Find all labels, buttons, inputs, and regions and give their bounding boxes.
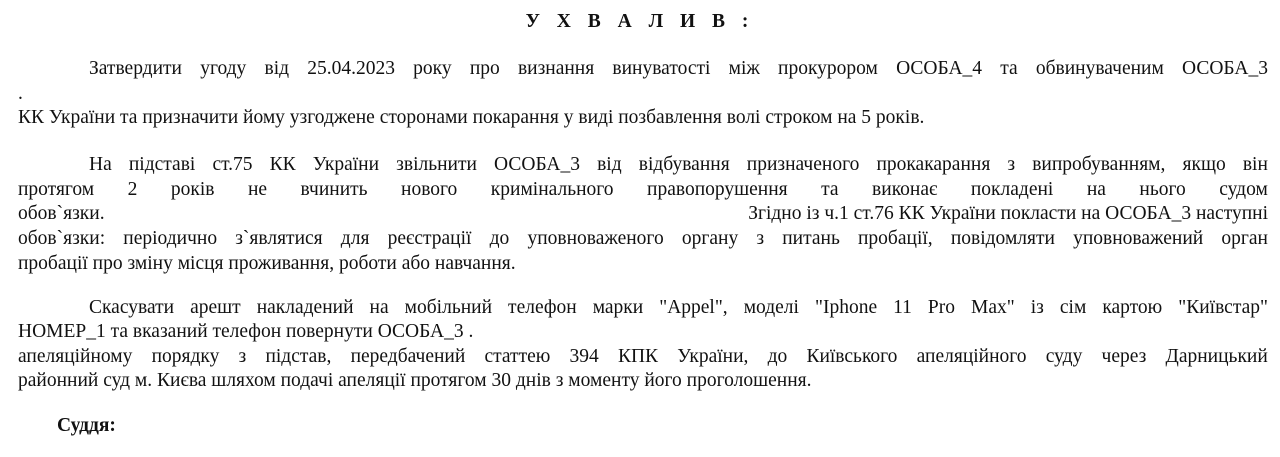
word: відбування	[638, 154, 730, 175]
word: покладені	[970, 179, 1054, 200]
word: з`являтися	[235, 228, 323, 249]
paragraph-2-line-3-end: Згідно із ч.1 ст.76 КК України покласти на ОСОБА_3 наступні	[748, 203, 1268, 224]
word: Скасувати	[89, 297, 175, 318]
word: між	[728, 58, 760, 79]
word: для	[340, 228, 370, 249]
ruling-heading: У Х В А Л И В :	[525, 11, 755, 32]
paragraph-2-line-3	[18, 202, 1268, 226]
word: "Київстар"	[1178, 297, 1268, 318]
word: обвинуваченим	[1035, 58, 1164, 79]
word: "Appel",	[659, 297, 728, 318]
paragraph-2-line-1	[89, 153, 1268, 177]
paragraph-2-line-2	[18, 178, 1268, 202]
word: визнання	[517, 58, 595, 79]
word: питань	[782, 228, 840, 249]
word: арешт	[190, 297, 241, 318]
word: порядку	[151, 346, 220, 367]
word: "Iphone	[814, 297, 878, 318]
paragraph-3-line-3	[18, 345, 1268, 369]
word: вчинить	[300, 179, 368, 200]
word: через	[1101, 346, 1147, 367]
paragraph-2-line-4	[18, 227, 1268, 251]
duties-label: обов`язки.	[18, 203, 105, 224]
word: реєстрації	[387, 228, 472, 249]
word: Київського	[806, 346, 898, 367]
word: органу	[681, 228, 739, 249]
word: ст.75	[212, 154, 253, 175]
word: ОСОБА_3	[494, 154, 580, 175]
judge-signature-label: Суддя:	[57, 415, 116, 436]
word: на	[1086, 179, 1106, 200]
word: суду	[1045, 346, 1083, 367]
word: протягом	[18, 179, 95, 200]
word: про	[469, 58, 500, 79]
word: звільнити	[396, 154, 477, 175]
word: КК	[269, 154, 296, 175]
word: до	[767, 346, 788, 367]
word: апеляційного	[916, 346, 1027, 367]
word: 25.04.2023	[307, 58, 395, 79]
word: КПК	[617, 346, 659, 367]
word: ОСОБА_3	[1182, 58, 1268, 79]
word: та	[1000, 58, 1018, 79]
word: судом	[1219, 179, 1268, 200]
word: нового	[401, 179, 458, 200]
word: Дарницький	[1165, 346, 1268, 367]
word: передбачений	[350, 346, 466, 367]
word: з	[238, 346, 247, 367]
paragraph-3-line-1	[89, 296, 1268, 320]
word: та	[821, 179, 839, 200]
word: від	[597, 154, 622, 175]
word: якщо	[1182, 154, 1226, 175]
word: на	[369, 297, 389, 318]
word: підстав,	[265, 346, 332, 367]
word: України,	[677, 346, 749, 367]
paragraph-3-line-2-start: НОМЕР_1 та вказаний телефон повернути ОСОБА_3 .	[18, 321, 474, 342]
word: прокакарання	[876, 154, 991, 175]
word: сім	[1059, 297, 1087, 318]
word: мобільний	[404, 297, 493, 318]
word: ОСОБА_4	[896, 58, 983, 79]
word: повідомляти	[950, 228, 1055, 249]
word: уповноважений	[1073, 228, 1204, 249]
word: накладений	[256, 297, 354, 318]
paragraph-1-line-1	[89, 57, 1268, 81]
paragraph-3-line-4: районний суд м. Києва шляхом подачі апеляції протягом 30 днів з моменту його проголошення.	[18, 370, 812, 391]
word: статтею	[484, 346, 551, 367]
word: із	[1030, 297, 1044, 318]
word: років	[170, 179, 215, 200]
word: нього	[1139, 179, 1186, 200]
word: він	[1242, 154, 1268, 175]
word: не	[247, 179, 268, 200]
word: кримінального	[490, 179, 614, 200]
paragraph-1-line-3: КК України та призначити йому узгоджене сторонами покарання у виді позбавлення волі строком на 5 років.	[18, 107, 925, 128]
word: Затвердити	[89, 58, 182, 79]
word: року	[413, 58, 452, 79]
word: від	[264, 58, 290, 79]
word: картою	[1102, 297, 1163, 318]
word: марки	[592, 297, 644, 318]
word: підставі	[128, 154, 196, 175]
word: обов`язки:	[18, 228, 106, 249]
paragraph-2-line-5: пробації про зміну місця проживання, роботи або навчання.	[18, 253, 516, 274]
word: угоду	[200, 58, 247, 79]
paragraph-3-line-2	[18, 320, 1268, 344]
word: України	[312, 154, 380, 175]
word: виконає	[872, 179, 938, 200]
word: періодично	[123, 228, 218, 249]
word: до	[489, 228, 510, 249]
word: Pro	[927, 297, 955, 318]
word: прокурором	[778, 58, 878, 79]
stray-period: .	[18, 83, 23, 104]
word: 11	[893, 297, 912, 318]
word: 2	[127, 179, 138, 200]
word: Max"	[971, 297, 1015, 318]
word: уповноваженого	[527, 228, 664, 249]
word: апеляційному	[18, 346, 133, 367]
word: з	[1007, 154, 1016, 175]
word: пробації,	[858, 228, 933, 249]
word: телефон	[508, 297, 577, 318]
word: винуватості	[612, 58, 711, 79]
word: призначеного	[746, 154, 860, 175]
word: На	[89, 154, 112, 175]
word: моделі	[743, 297, 799, 318]
word: орган	[1221, 228, 1268, 249]
word: 394	[569, 346, 599, 367]
paragraph-1-line-2	[18, 82, 1268, 106]
word: правопорушення	[647, 179, 788, 200]
word: випробуванням,	[1032, 154, 1166, 175]
word: з	[756, 228, 765, 249]
